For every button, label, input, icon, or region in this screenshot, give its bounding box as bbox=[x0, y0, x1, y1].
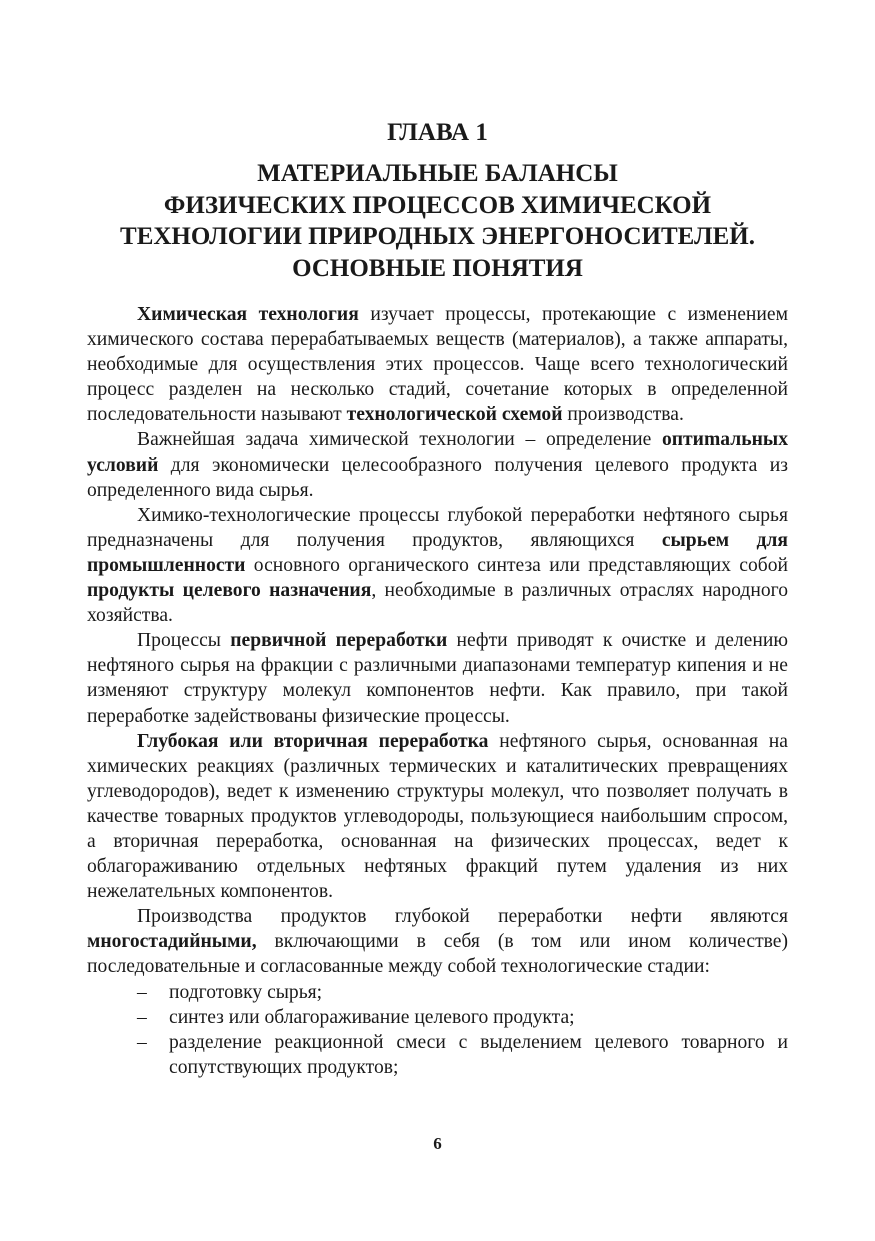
paragraph-text: основного органического синтеза или представляющих собой bbox=[245, 554, 788, 576]
dash-marker: – bbox=[137, 1006, 147, 1028]
paragraph-text: Производства продуктов глубокой переработки нефти являются bbox=[137, 906, 788, 928]
paragraph-text: изучает процессы, протекающие с изменением химического состава перерабатываемых веществ (материалов), а также аппараты, необходимые для осуществления этих процессов. Чаще всего технологический процесс разделен на несколько стадий, сочетание которых в определенной последовательности называют bbox=[87, 304, 788, 426]
dash-marker: – bbox=[137, 981, 147, 1003]
chapter-label: ГЛАВА 1 bbox=[387, 119, 488, 146]
term: Химическая технология bbox=[137, 304, 359, 325]
term: технологической схемой bbox=[346, 404, 563, 426]
chapter-body bbox=[87, 302, 788, 1080]
chapter-title-line: ОСНОВНЫЕ ПОНЯТИЯ bbox=[292, 254, 583, 282]
paragraph-primary-processing bbox=[87, 628, 788, 728]
paragraph-multistage bbox=[87, 904, 788, 979]
paragraph-main-task bbox=[87, 427, 788, 502]
paragraph-text: включающими в себя (в том или ином количестве) последовательные и согласованные между собой технологические стадии: bbox=[87, 931, 788, 978]
term: сырьем для промышленности bbox=[87, 529, 789, 576]
term: многостадийными, bbox=[87, 931, 257, 953]
paragraph-text: нефти приводят к очистке и делению нефтяного сырья на фракции с различными диапазонами температур кипения и не изменяют структуру молекул компонентов нефти. Как правило, при такой переработке задействованы физические процессы. bbox=[87, 630, 788, 727]
term: первичной переработки bbox=[230, 630, 448, 652]
list-item-text: подготовку сырья; bbox=[169, 981, 323, 1003]
paragraph-definition bbox=[87, 302, 788, 427]
term: оптиmальных условий bbox=[87, 429, 788, 476]
paragraph-text: Важнейшая задача химической технологии – определение bbox=[137, 429, 662, 451]
list-item bbox=[87, 1005, 788, 1030]
dash-marker: – bbox=[137, 1031, 147, 1053]
paragraph-text: Процессы bbox=[137, 630, 231, 652]
paragraph-secondary-processing bbox=[87, 729, 788, 905]
chapter-title-line: МАТЕРИАЛЬНЫЕ БАЛАНСЫ bbox=[257, 160, 618, 187]
page-number: 6 bbox=[433, 1134, 442, 1153]
list-item-text: разделение реакционной смеси с выделением целевого товарного и сопутствующих продуктов; bbox=[169, 1031, 788, 1078]
term: продукты целевого назначения bbox=[87, 580, 372, 602]
paragraph-text: нефтяного сырья, основанная на химических реакциях (различных термических и каталитических превращениях углеводородов), ведет к изменению структуры молекул, что позволяет получать в качестве товарных продуктов углеводороды, пользующиеся наибольшим спросом, а вторичная переработка, основанная на физических процессах, ведет к облагораживанию отдельных нефтяных фракций путем удаления из них нежелательных компонентов. bbox=[87, 730, 788, 903]
list-item bbox=[87, 980, 788, 1005]
stages-list bbox=[87, 980, 788, 1080]
paragraph-text: для экономически целесообразного получения целевого продукта из определенного вида сырья. bbox=[87, 454, 788, 501]
term: Глубокая или вторичная переработка bbox=[137, 730, 489, 752]
paragraph-text: , необходимые в различных отраслях народного хозяйства. bbox=[87, 580, 788, 627]
list-item bbox=[87, 1030, 788, 1080]
list-item-text: синтез или облагораживание целевого продукта; bbox=[169, 1006, 575, 1028]
book-page bbox=[87, 0, 788, 1241]
chapter-title-line: ФИЗИЧЕСКИХ ПРОЦЕССОВ ХИМИЧЕСКОЙ bbox=[163, 191, 712, 219]
paragraph-text: Химико-технологические процессы глубокой переработки нефтяного сырья предназначены для получения продуктов, являющихся bbox=[87, 504, 788, 551]
paragraph-deep-processing-purpose bbox=[87, 503, 788, 628]
paragraph-text: производства. bbox=[562, 404, 684, 426]
chapter-title-line: ТЕХНОЛОГИИ ПРИРОДНЫХ ЭНЕРГОНОСИТЕЛЕЙ. bbox=[120, 223, 755, 250]
chapter-title bbox=[87, 158, 788, 284]
